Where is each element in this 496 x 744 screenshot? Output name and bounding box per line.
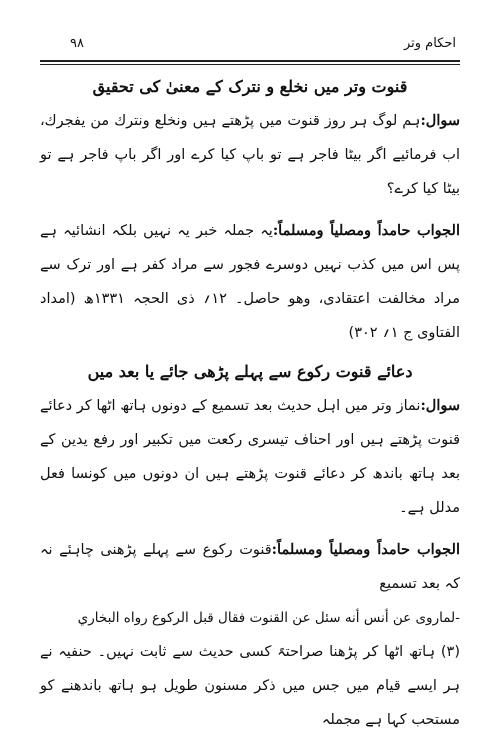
arabic-citation: -لماروی عن أنس أنه سئل عن القنوت فقال قبل الركوع رواه البخاري <box>77 610 460 626</box>
answer-label: الجواب حامداً ومصلیاً ومسلماً: <box>271 541 460 558</box>
closing-paragraph: (۳) ہاتھ اٹھا کر پڑھنا صراحتہً کسی حدیث سے ثابت نہیں۔ حنفیہ نے ہر ایسے قیام میں جس میں ذکر مسنون طویل ہو ہاتھ باندھنے کو مستحب کہا ہے مجملہ <box>40 644 460 728</box>
answer-paragraph <box>40 533 460 601</box>
question-label: سوال: <box>420 397 460 414</box>
page-header <box>40 36 460 58</box>
section-heading: دعائے قنوت رکوع سے پہلے پڑھی جائے یا بعد میں <box>87 362 413 381</box>
header-rule-thin <box>40 64 460 65</box>
question-label: سوال: <box>420 112 460 129</box>
book-title: احکام وتر <box>403 36 456 51</box>
question-text: ہم لوگ ہر روز قنوت میں پڑھتے ہیں ونخلع ونترك من یفجرك، اب فرمائیے اگر بیٹا فاجر ہے تو باپ کیا کرے اور اگر باپ فاجر ہے تو بیٹا کیا کرے؟ <box>40 113 460 197</box>
question-text: نماز وتر میں اہل حدیث بعد تسمیع کے دونوں ہاتھ اٹھا کر دعائے قنوت پڑھتے ہیں اور احناف تیسری رکعت میں تکبیر اور رفع یدین کے بعد ہاتھ باندھ کر دعائے قنوت پڑھتے ہیں ان دونوں میں کونسا فعل مدلل ہے۔ <box>40 398 460 516</box>
question-paragraph <box>40 389 460 525</box>
header-rule <box>40 60 460 62</box>
answer-text: قنوت رکوع سے پہلے پڑھنی چاہئے نہ کہ بعد تسمیع <box>40 542 460 592</box>
question-paragraph <box>40 104 460 206</box>
answer-text: یہ جملہ خبر یہ نہیں بلکہ انشائیہ ہے پس اس میں کذب نہیں دوسرے فجور سے مراد کفر ہے اور ترک سے مراد مخالفت اعتقادی، وھو حاصل۔ ۱۲؍ ذی الحجہ ۱۳۳۱ھ (امداد الفتاوی ج ۱؍ ۳۰۲) <box>40 223 460 341</box>
answer-label: الجواب حامداً ومصلیاً ومسلماً: <box>272 222 460 239</box>
section-heading: قنوت وتر میں نخلع و نترک کے معنیٰ کی تحقیق <box>92 77 408 96</box>
answer-paragraph <box>40 214 460 350</box>
page-number: ۹۸ <box>70 36 84 51</box>
